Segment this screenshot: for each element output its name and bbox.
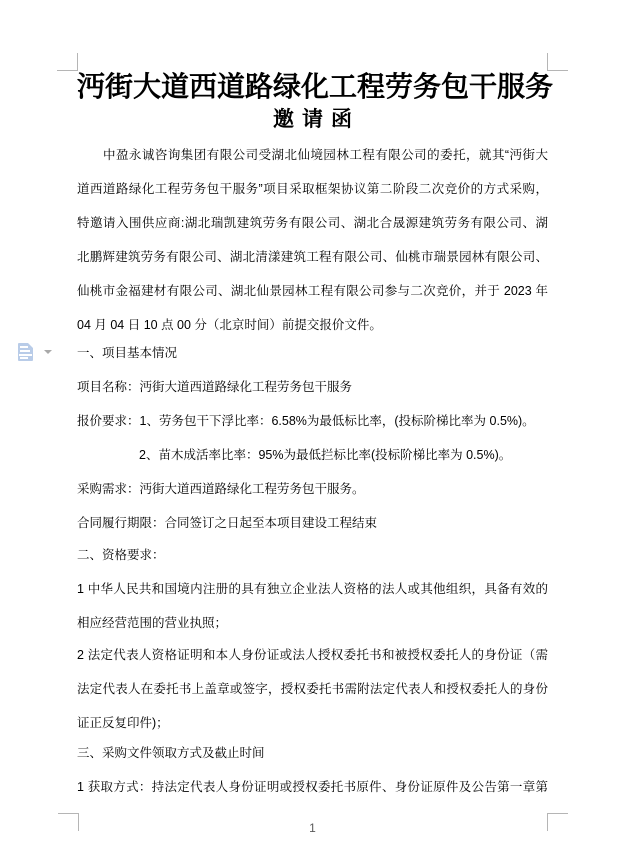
text-line: 04 月 04 日 10 点 00 分（北京时间）前提交报价文件。	[77, 318, 382, 332]
project-name-line: 项目名称：沔街大道西道路绿化工程劳务包干服务	[77, 380, 353, 394]
document-icon-line	[20, 350, 30, 352]
text-line: 1 获取方式：持法定代表人身份证明或授权委托书原件、身份证原件及公告第一章第	[77, 780, 548, 794]
text-line: 相应经营范围的营业执照；	[77, 616, 228, 630]
doc-subtitle: 邀请函	[273, 107, 360, 131]
page-number: 1	[309, 821, 316, 835]
document-icon-line	[20, 357, 28, 359]
text-line: 北鹏辉建筑劳务有限公司、湖北清漾建筑工程有限公司、仙桃市瑞景园林有限公司、	[77, 250, 548, 264]
text-line: 1 中华人民共和国境内注册的具有独立企业法人资格的法人或其他组织，具备有效的	[77, 582, 548, 596]
document-icon-line	[19, 354, 32, 356]
text-line: 2 法定代表人资格证明和本人身份证或法人授权委托书和被授权委托人的身份证（需	[77, 648, 548, 662]
text-line: 道西道路绿化工程劳务包干服务”项目采取框架协议第二阶段二次竞价的方式采购，	[77, 182, 548, 196]
qualification-item-2	[77, 638, 548, 740]
doc-title: 沔街大道西道路绿化工程劳务包干服务	[77, 72, 554, 103]
section3-heading: 三、采购文件领取方式及截止时间	[77, 746, 265, 760]
chevron-down-icon[interactable]	[44, 350, 52, 354]
quote-requirement-1: 报价要求：1、劳务包干下浮比率：6.58%为最低标比率，(投标阶梯比率为 0.5%)。	[77, 414, 535, 428]
margin-attachment-button[interactable]	[18, 342, 52, 362]
crop-mark-bottom-left	[58, 813, 79, 831]
document-icon-line	[20, 346, 28, 348]
section1-heading: 一、项目基本情况	[77, 346, 178, 360]
text-line: 中盈永诚咨询集团有限公司受湖北仙境园林工程有限公司的委托，就其“沔街大	[103, 148, 548, 162]
text-line: 特邀请入围供应商:湖北瑞凯建筑劳务有限公司、湖北合晟源建筑劳务有限公司、湖	[77, 216, 548, 230]
crop-mark-top-left	[57, 53, 78, 71]
document-icon[interactable]	[18, 343, 33, 361]
document-icon-fold	[28, 343, 33, 348]
text-line: 证正反复印件)；	[77, 716, 169, 730]
quote-requirement-2: 2、苗木成活率比率：95%为最低拦标比率(投标阶梯比率为 0.5%)。	[139, 448, 512, 462]
intro-paragraph	[77, 138, 548, 342]
text-line: 法定代表人在委托书上盖章或签字，授权委托书需附法定代表人和授权委托人的身份	[77, 682, 548, 696]
crop-mark-bottom-right	[547, 813, 568, 831]
text-line: 仙桃市金福建材有限公司、湖北仙景园林工程有限公司参与二次竞价，并于 2023 年	[77, 284, 548, 298]
section2-heading: 二、资格要求：	[77, 548, 165, 562]
procurement-demand-line: 采购需求：沔街大道西道路绿化工程劳务包干服务。	[77, 482, 365, 496]
contract-period-line: 合同履行期限：合同签订之日起至本项目建设工程结束	[77, 516, 378, 530]
qualification-item-1	[77, 572, 548, 640]
obtain-method-item	[77, 770, 548, 804]
crop-mark-top-right	[547, 53, 568, 71]
